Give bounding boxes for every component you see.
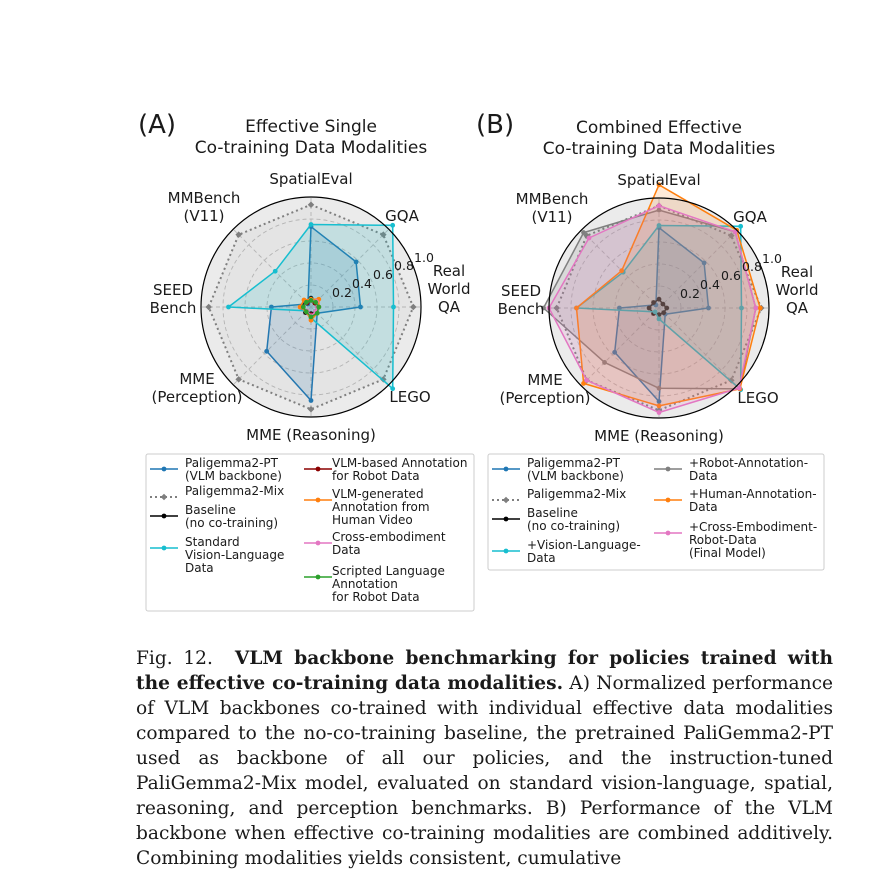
legend-label-line: +Human-Annotation- xyxy=(689,487,817,501)
data-point xyxy=(753,306,758,311)
radial-tick-label: 0.8 xyxy=(394,258,414,273)
axis-label xyxy=(168,189,241,225)
caption-text: A) Normalized performance of VLM backbones co-trained with individual effective data modalities compared to the no-co-training baseline, the pretrained PaliGemma2-PT used as backbone of all our policies, and the instruction-tuned PaliGemma2-Mix model, evaluated on standard vision-language, spatial, reasoning, and perception benchmarks. B) Performance of the VLM backbone when effective co-training modalities are combined additively. Combining modalities yields consistent, cumulative xyxy=(136,673,833,869)
legend-label xyxy=(527,456,624,483)
axis-label xyxy=(389,388,430,406)
legend-label-line: Paligemma2-PT xyxy=(527,456,620,470)
legend-label-line: Data xyxy=(185,561,214,575)
radial-tick-label: 0.6 xyxy=(373,267,393,282)
axis-label-line: GQA xyxy=(385,207,419,225)
caption-bold: VLM backbone benchmarking for policies trained with the effective co-training data modalities. xyxy=(136,648,833,694)
axis-label-line: (Perception) xyxy=(151,388,243,406)
radar-chart-a xyxy=(138,110,474,611)
legend xyxy=(146,454,474,611)
legend-swatch-marker xyxy=(316,541,321,546)
data-point xyxy=(301,305,306,310)
axis-label-line: MMBench xyxy=(515,190,589,208)
legend-label-line: Baseline xyxy=(527,506,578,520)
axis-label-line: (Perception) xyxy=(499,389,591,407)
legend-label-line: Human Video xyxy=(332,513,413,527)
legend-label-line: (no co-training) xyxy=(527,519,621,533)
legend-label xyxy=(185,456,282,483)
legend-label-line: (VLM backbone) xyxy=(185,469,282,483)
axis-label xyxy=(733,208,767,226)
legend-label-line: Data xyxy=(689,469,718,483)
axis-label xyxy=(246,426,376,444)
legend-label xyxy=(185,484,284,498)
axis-label xyxy=(150,281,197,317)
axis-label-line: Bench xyxy=(149,299,197,317)
legend-label-line: Annotation from xyxy=(332,500,430,514)
radar-chart-b xyxy=(476,110,824,570)
legend-label xyxy=(527,487,626,501)
axis-label-line: LEGO xyxy=(389,388,431,406)
axis-label-line: MME xyxy=(527,371,563,389)
legend-label-line: Data xyxy=(689,500,718,514)
legend-swatch-marker xyxy=(162,546,167,551)
legend-label-line: VLM-generated xyxy=(332,487,424,501)
legend-swatch-marker xyxy=(162,467,167,472)
legend-label-line: Paligemma2-Mix xyxy=(185,484,285,498)
legend-swatch-marker xyxy=(504,517,509,522)
chart-title-line: Co-training Data Modalities xyxy=(542,139,776,159)
axis-label xyxy=(594,427,724,445)
legend-label-line: Data xyxy=(332,543,361,557)
legend-label-line: +Vision-Language- xyxy=(527,538,641,552)
caption-label: Fig. 12. xyxy=(136,648,213,669)
axis-label-line: (V11) xyxy=(183,207,225,225)
axis-label-line: GQA xyxy=(733,208,767,226)
legend-label-line: Scripted Language xyxy=(332,564,445,578)
legend-swatch-marker xyxy=(316,575,321,580)
data-point xyxy=(309,298,314,303)
legend-label-line: Annotation xyxy=(332,577,398,591)
radial-tick-label: 0.2 xyxy=(332,285,352,300)
axis-label xyxy=(428,262,471,316)
axis-label xyxy=(385,207,419,225)
legend-label-line: Cross-embodiment xyxy=(332,530,446,544)
data-point xyxy=(304,300,309,305)
legend-label-line: +Cross-Embodiment- xyxy=(689,520,818,534)
panel-label-line: (B) xyxy=(476,110,515,140)
legend-swatch-marker xyxy=(504,467,509,472)
axis-label-line: World xyxy=(427,280,471,298)
axis-label xyxy=(269,170,352,188)
legend-label-line: (no co-training) xyxy=(185,516,279,530)
legend-label-line: Paligemma2-Mix xyxy=(527,487,627,501)
legend-label-line: Paligemma2-PT xyxy=(185,456,278,470)
legend-label-line: for Robot Data xyxy=(332,590,420,604)
legend-label-line: Vision-Language xyxy=(185,548,285,562)
chart-title xyxy=(543,118,776,159)
axis-label-line: World xyxy=(775,281,819,299)
data-point xyxy=(226,305,231,310)
axis-label xyxy=(737,389,778,407)
radial-tick-label: 0.4 xyxy=(352,276,372,291)
data-point xyxy=(309,222,314,227)
chart-title-line: Effective Single xyxy=(245,117,377,137)
data-point xyxy=(316,305,321,310)
axis-label xyxy=(776,263,819,317)
axis-label-line: Real xyxy=(432,262,466,280)
legend-label-line: Standard xyxy=(185,535,240,549)
data-point xyxy=(581,230,586,235)
chart-title-line: Co-training Data Modalities xyxy=(194,138,428,158)
legend-label-line: Robot-Data xyxy=(689,533,757,547)
legend-label-line: +Robot-Annotation- xyxy=(689,456,809,470)
axis-label-line: MME (Reasoning) xyxy=(594,427,724,445)
data-point xyxy=(391,305,396,310)
radial-tick-label: 0.8 xyxy=(742,259,762,274)
legend-swatch-marker xyxy=(666,498,671,503)
legend-swatch-marker xyxy=(162,514,167,519)
data-point xyxy=(315,311,320,316)
legend-label-line: Data xyxy=(527,551,556,565)
legend-swatch-marker xyxy=(666,467,671,472)
data-point xyxy=(313,300,318,305)
radial-tick-label: 1.0 xyxy=(414,250,434,265)
legend-label-line: Baseline xyxy=(185,503,236,517)
axis-label xyxy=(617,171,700,189)
data-point xyxy=(657,410,662,415)
chart-title-line: Combined Effective xyxy=(576,118,742,138)
axis-label-line: LEGO xyxy=(737,389,779,407)
legend-swatch-marker xyxy=(504,549,509,554)
legend-label-line: for Robot Data xyxy=(332,469,420,483)
axis-label-line: MME xyxy=(179,370,215,388)
data-point xyxy=(657,203,662,208)
legend xyxy=(488,454,824,570)
axis-label-line: QA xyxy=(785,299,809,317)
chart-title xyxy=(195,117,428,158)
legend-label-line: (VLM backbone) xyxy=(527,469,624,483)
axis-label xyxy=(516,190,589,226)
axis-label-line: SpatialEval xyxy=(617,171,701,189)
figure-caption xyxy=(136,646,833,871)
legend-swatch-marker xyxy=(316,467,321,472)
legend-swatch-marker xyxy=(316,498,321,503)
radial-tick-label: 0.4 xyxy=(700,277,720,292)
legend-label-line: (Final Model) xyxy=(689,546,766,560)
radial-tick-label: 0.2 xyxy=(680,286,700,301)
axis-label-line: Bench xyxy=(497,300,545,318)
data-point xyxy=(304,309,309,314)
axis-label-line: SEED xyxy=(152,281,194,299)
axis-label-line: (V11) xyxy=(531,208,573,226)
data-point xyxy=(587,236,592,241)
panel-label xyxy=(476,110,514,140)
data-point xyxy=(309,315,314,320)
axis-label xyxy=(498,282,545,318)
legend-swatch-marker xyxy=(666,531,671,536)
data-point xyxy=(584,378,589,383)
axis-label-line: MME (Reasoning) xyxy=(246,426,376,444)
axis-label-line: MMBench xyxy=(167,189,241,207)
legend-label-line: VLM-based Annotation xyxy=(332,456,468,470)
radial-tick-label: 0.6 xyxy=(721,268,741,283)
panel-label-line: (A) xyxy=(138,110,177,140)
data-point xyxy=(273,269,278,274)
panel-label xyxy=(138,110,176,140)
axis-label-line: QA xyxy=(437,298,461,316)
radial-tick-label: 1.0 xyxy=(762,251,782,266)
axis-label-line: SpatialEval xyxy=(269,170,353,188)
axis-label-line: Real xyxy=(780,263,814,281)
data-point xyxy=(758,306,763,311)
axis-label-line: SEED xyxy=(500,282,542,300)
